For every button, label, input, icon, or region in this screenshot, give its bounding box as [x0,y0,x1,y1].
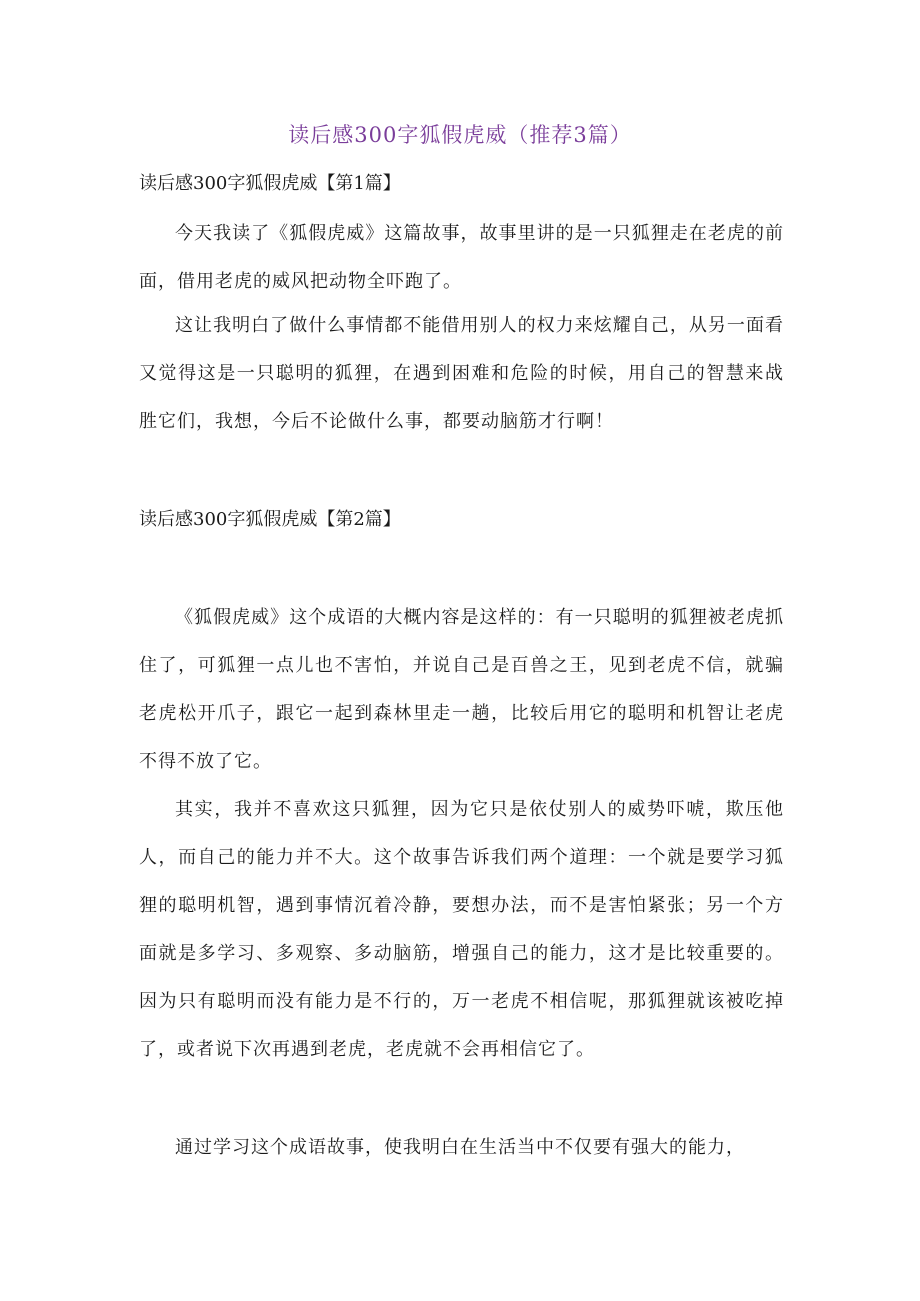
section-2-heading: 读后感300字狐假虎威【第2篇】 [139,509,401,530]
section-1-paragraph-2: 这让我明白了做什么事情都不能借用别人的权力来炫耀自己，从另一面看又觉得这是一只聪明的狐狸，在遇到困难和危险的时候，用自己的智慧来战胜它们，我想，今后不论做什么事，都要动脑筋才行啊！ [139,315,784,432]
document-title: 读后感300字狐假虎威（推荐3篇） [288,123,632,147]
section-1-paragraph-1: 今天我读了《狐假虎威》这篇故事，故事里讲的是一只狐狸走在老虎的前面，借用老虎的威风把动物全吓跑了。 [139,223,784,292]
section-1-heading: 读后感300字狐假虎威【第1篇】 [139,173,401,194]
section-2-paragraph-1: 《狐假虎威》这个成语的大概内容是这样的：有一只聪明的狐狸被老虎抓住了，可狐狸一点儿也不害怕，并说自己是百兽之王，见到老虎不信，就骗老虎松开爪子，跟它一起到森林里走一趟，比较后用它的聪明和机智让老虎不得不放了它。 [139,607,784,772]
section-2-paragraph-3: 通过学习这个成语故事，使我明白在生活当中不仅要有强大的能力， [175,1137,745,1158]
section-2-paragraph-2: 其实，我并不喜欢这只狐狸，因为它只是依仗别人的威势吓唬，欺压他人，而自己的能力并不大。这个故事告诉我们两个道理：一个就是要学习狐狸的聪明机智，遇到事情沉着冷静，要想办法，而不是害怕紧张；另一个方面就是多学习、多观察、多动脑筋，增强自己的能力，这才是比较重要的。因为只有聪明而没有能力是不行的，万一老虎不相信呢，那狐狸就该被吃掉了，或者说下次再遇到老虎，老虎就不会再相信它了。 [139,799,784,1060]
